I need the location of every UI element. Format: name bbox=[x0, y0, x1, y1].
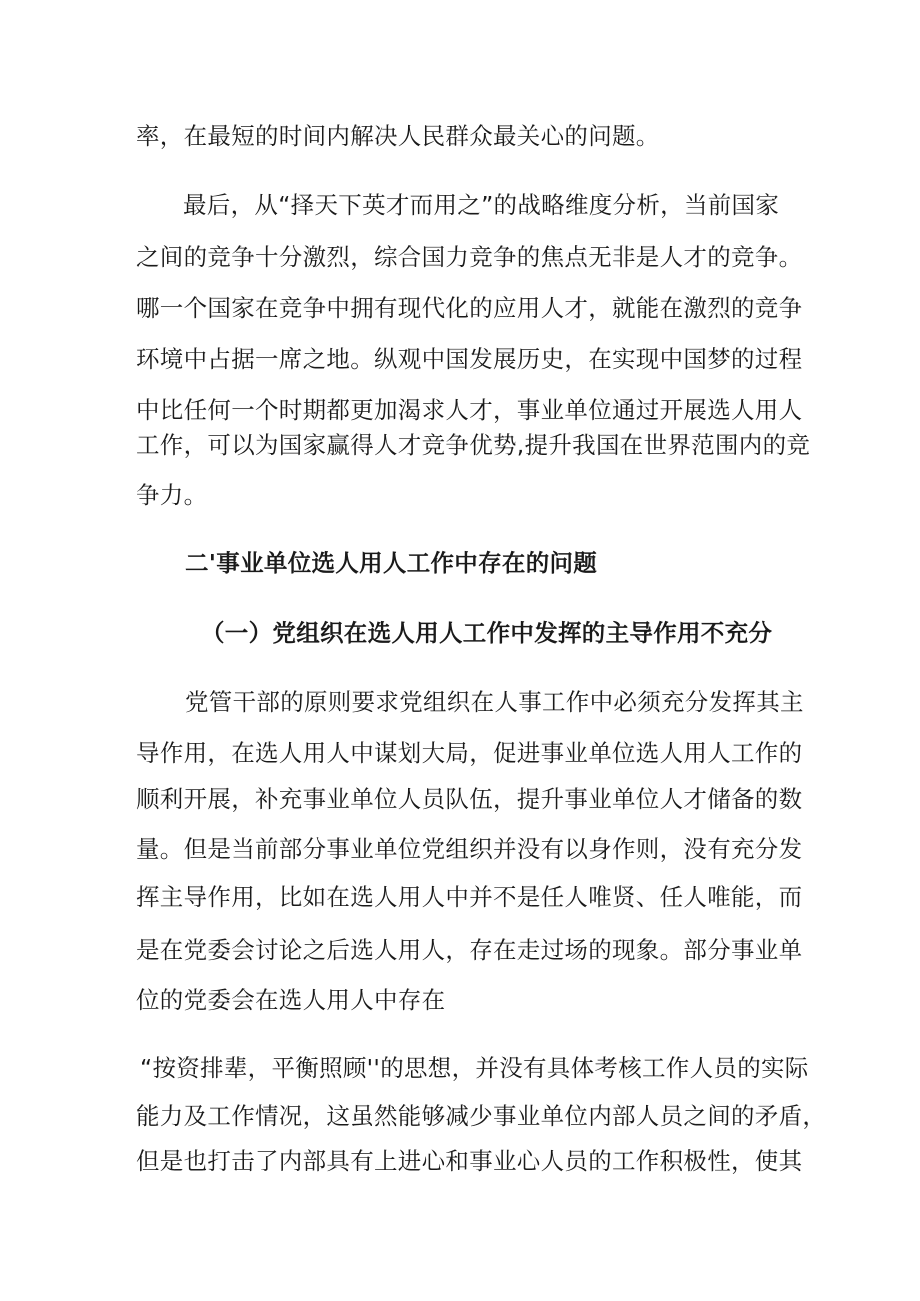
text-line-6: 中比任何一个时期都更加渴求人才，事业单位通过开展选人用人 bbox=[136, 396, 803, 424]
text-line-5: 环境中占据一席之地。纵观中国发展历史，在实现中国梦的过程 bbox=[136, 345, 803, 373]
text-line-18: “按资排辈，平衡照顾''的思想，并没有具体考核工作人员的实际 bbox=[140, 1054, 809, 1082]
text-line-7: 工作，可以为国家赢得人才竞争优势,提升我国在世界范围内的竞 bbox=[136, 431, 811, 459]
subsection-heading: （一）党组织在选人用人工作中发挥的主导作用不充分 bbox=[201, 619, 773, 647]
text-line-2: 最后，从“择天下英才而用之”的战略维度分析，当前国家 bbox=[183, 191, 780, 219]
text-line-15: 挥主导作用，比如在选人用人中并不是任人唯贤、任人唯能，而 bbox=[136, 883, 803, 911]
text-line-12: 导作用，在选人用人中谋划大局，促进事业单位选人用人工作的 bbox=[136, 739, 803, 767]
text-line-1: 率，在最短的时间内解决人民群众最关心的问题。 bbox=[136, 122, 660, 150]
text-line-3: 之间的竞争十分激烈，综合国力竞争的焦点无非是人才的竞争。 bbox=[136, 243, 803, 271]
text-line-17: 位的党委会在选人用人中存在 bbox=[136, 986, 446, 1014]
text-line-11: 党管干部的原则要求党组织在人事工作中必须充分发挥其主 bbox=[185, 688, 804, 716]
text-line-8: 争力。 bbox=[136, 481, 208, 509]
section-heading: 二'事业单位选人用人工作中存在的问题 bbox=[185, 549, 598, 577]
text-line-14: 量。但是当前部分事业单位党组织并没有以身作则，没有充分发 bbox=[136, 835, 803, 863]
text-line-20: 但是也打击了内部具有上进心和事业心人员的工作积极性，使其 bbox=[136, 1147, 803, 1175]
text-line-19: 能力及工作情况，这虽然能够减少事业单位内部人员之间的矛盾， bbox=[136, 1102, 827, 1130]
text-line-4: 哪一个国家在竞争中拥有现代化的应用人才，就能在激烈的竞争 bbox=[136, 294, 803, 322]
text-line-13: 顺利开展，补充事业单位人员队伍，提升事业单位人才储备的数 bbox=[136, 785, 803, 813]
text-line-16: 是在党委会讨论之后选人用人，存在走过场的现象。部分事业单 bbox=[136, 936, 803, 964]
